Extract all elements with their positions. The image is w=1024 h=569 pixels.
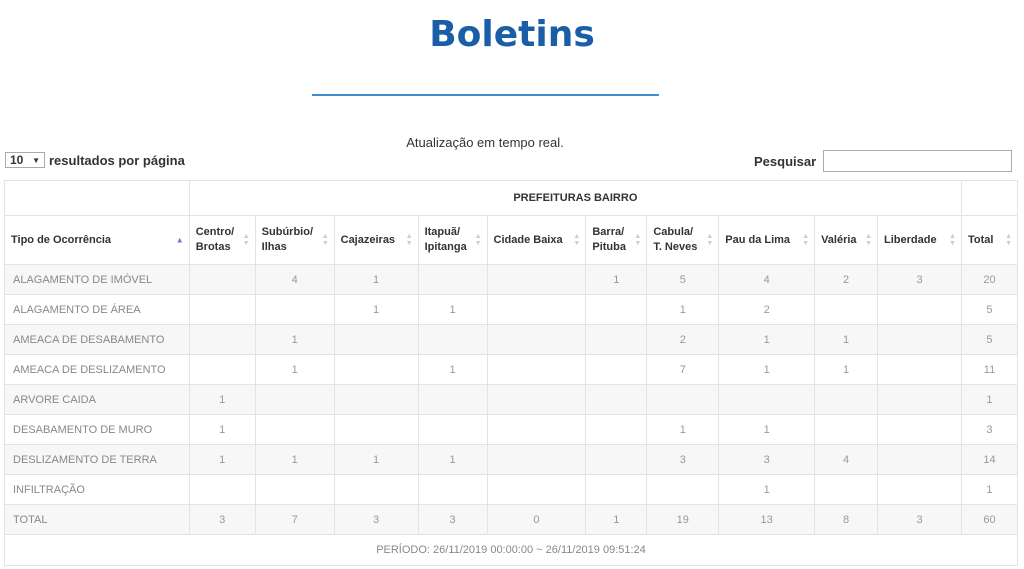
table-cell: 1 [418, 295, 487, 325]
group-header-prefeituras: PREFEITURAS BAIRRO [189, 181, 961, 216]
sort-both-icon: ▲ ▼ [405, 233, 413, 247]
table-cell: 11 [961, 355, 1017, 385]
table-cell: 1 [334, 295, 418, 325]
sort-both-icon: ▲ ▼ [634, 233, 642, 247]
chevron-down-icon: ▼ [32, 155, 40, 165]
table-cell [418, 415, 487, 445]
table-cell [487, 325, 586, 355]
table-cell [334, 385, 418, 415]
period-row [5, 535, 1018, 566]
page-length-value: 10 [10, 153, 24, 167]
row-label-cell: AMEACA DE DESLIZAMENTO [5, 355, 190, 385]
table-cell [586, 295, 647, 325]
table-cell [334, 415, 418, 445]
table-cell [255, 475, 334, 505]
table-row [5, 355, 1018, 385]
total-cell: 13 [719, 505, 815, 535]
table-cell [878, 415, 962, 445]
column-header-0[interactable] [5, 216, 190, 265]
table-cell [878, 385, 962, 415]
table-cell [878, 295, 962, 325]
column-header-7[interactable] [647, 216, 719, 265]
table-row [5, 265, 1018, 295]
table-cell [586, 415, 647, 445]
row-label-cell: AMEACA DE DESABAMENTO [5, 325, 190, 355]
table-cell: 20 [961, 265, 1017, 295]
column-header-label: Centro/ Brotas [195, 226, 235, 253]
table-cell: 1 [334, 265, 418, 295]
table-cell: 1 [418, 445, 487, 475]
total-cell: 7 [255, 505, 334, 535]
table-row [5, 475, 1018, 505]
sort-both-icon: ▲ ▼ [949, 233, 956, 247]
column-header-label: Valéria [821, 233, 857, 246]
table-cell: 1 [719, 475, 815, 505]
table-row [5, 415, 1018, 445]
total-cell: 1 [586, 505, 647, 535]
sort-both-icon: ▲ ▼ [865, 233, 873, 247]
row-label-cell: DESLIZAMENTO DE TERRA [5, 445, 190, 475]
column-header-6[interactable] [586, 216, 647, 265]
group-header-row [5, 181, 1018, 216]
table-cell [878, 355, 962, 385]
table-row [5, 385, 1018, 415]
table-cell [815, 415, 878, 445]
search-control [754, 150, 1012, 172]
sort-both-icon: ▲ ▼ [706, 233, 714, 247]
table-row [5, 325, 1018, 355]
column-header-4[interactable] [418, 216, 487, 265]
table-cell [647, 475, 719, 505]
column-header-label: Cabula/ T. Neves [653, 226, 698, 253]
total-cell: 19 [647, 505, 719, 535]
table-cell: 3 [961, 415, 1017, 445]
table-cell: 1 [815, 355, 878, 385]
table-cell [815, 475, 878, 505]
table-cell: 2 [815, 265, 878, 295]
table-cell: 4 [719, 265, 815, 295]
column-header-label: Itapuã/ Ipitanga [424, 226, 467, 253]
table-cell [719, 385, 815, 415]
column-header-label: Pau da Lima [725, 233, 791, 246]
table-cell [334, 325, 418, 355]
table-cell: 1 [961, 475, 1017, 505]
table-cell [815, 385, 878, 415]
table-cell [815, 295, 878, 325]
table-cell [418, 325, 487, 355]
table-cell: 1 [586, 265, 647, 295]
table-cell [418, 265, 487, 295]
sort-both-icon: ▲ ▼ [1005, 233, 1012, 247]
column-header-11[interactable] [961, 216, 1017, 265]
table-cell [487, 355, 586, 385]
table-cell: 4 [255, 265, 334, 295]
row-label-cell: ARVORE CAIDA [5, 385, 190, 415]
table-cell: 14 [961, 445, 1017, 475]
table-cell [189, 355, 255, 385]
sort-both-icon: ▲ ▼ [242, 233, 250, 247]
table-cell: 1 [255, 325, 334, 355]
column-header-3[interactable] [334, 216, 418, 265]
table-cell: 1 [961, 385, 1017, 415]
table-cell [334, 355, 418, 385]
group-header-blank [5, 181, 190, 216]
sort-both-icon: ▲ ▼ [802, 233, 810, 247]
table-cell: 1 [647, 295, 719, 325]
total-label-cell: TOTAL [5, 505, 190, 535]
column-header-8[interactable] [719, 216, 815, 265]
table-cell: 4 [815, 445, 878, 475]
sort-ascending-icon: ▲ [175, 235, 184, 245]
row-label-cell: DESABAMENTO DE MURO [5, 415, 190, 445]
occurrences-table [4, 180, 1018, 566]
table-body [5, 265, 1018, 535]
sort-both-icon: ▲ ▼ [573, 233, 581, 247]
column-header-label: Cajazeiras [340, 233, 396, 246]
table-cell [586, 325, 647, 355]
search-label: Pesquisar [754, 153, 817, 169]
page-length-label: resultados por página [49, 152, 185, 168]
table-cell [255, 415, 334, 445]
table-cell [487, 415, 586, 445]
table-cell [487, 295, 586, 325]
table-cell: 5 [647, 265, 719, 295]
column-header-label: Total [967, 233, 994, 246]
table-cell: 1 [719, 355, 815, 385]
row-label-cell: INFILTRAÇÃO [5, 475, 190, 505]
table-cell [878, 325, 962, 355]
table-cell: 1 [815, 325, 878, 355]
table-cell: 1 [719, 415, 815, 445]
column-header-9[interactable] [815, 216, 878, 265]
table-cell: 2 [719, 295, 815, 325]
total-cell: 0 [487, 505, 586, 535]
period-text: PERÍODO: 26/11/2019 00:00:00 ~ 26/11/2019 09:51:24 [5, 535, 1018, 566]
table-cell: 1 [334, 445, 418, 475]
table-cell: 7 [647, 355, 719, 385]
total-cell: 8 [815, 505, 878, 535]
total-cell: 3 [334, 505, 418, 535]
table-cell: 1 [189, 385, 255, 415]
page-length-control [5, 152, 185, 168]
table-cell [586, 385, 647, 415]
table-cell [586, 445, 647, 475]
realtime-subtitle: Atualização em tempo real. [406, 135, 564, 150]
table-cell: 1 [255, 355, 334, 385]
row-label-cell: ALAGAMENTO DE ÁREA [5, 295, 190, 325]
table-cell: 3 [719, 445, 815, 475]
column-header-label: Cidade Baixa [493, 233, 563, 246]
table-cell [189, 265, 255, 295]
table-cell [487, 475, 586, 505]
table-cell [647, 385, 719, 415]
table-cell: 3 [647, 445, 719, 475]
table-row [5, 295, 1018, 325]
table-cell [189, 325, 255, 355]
column-header-label: Liberdade [884, 233, 937, 246]
table-cell [189, 475, 255, 505]
table-row [5, 445, 1018, 475]
table-cell: 5 [961, 295, 1017, 325]
table-cell [487, 445, 586, 475]
column-header-5[interactable] [487, 216, 586, 265]
table-cell [255, 385, 334, 415]
table-cell [418, 385, 487, 415]
table-cell [586, 475, 647, 505]
table-cell [334, 475, 418, 505]
column-header-label: Subúrbio/ Ilhas [261, 226, 313, 253]
table-cell: 1 [189, 415, 255, 445]
table-cell [255, 295, 334, 325]
total-cell: 3 [418, 505, 487, 535]
page-title: Boletins [429, 14, 595, 55]
table-cell [586, 355, 647, 385]
sort-both-icon: ▲ ▼ [321, 233, 329, 247]
column-header-10[interactable] [878, 216, 962, 265]
total-row [5, 505, 1018, 535]
column-header-1[interactable] [189, 216, 255, 265]
table-cell: 1 [189, 445, 255, 475]
title-divider [312, 94, 659, 96]
table-cell: 5 [961, 325, 1017, 355]
total-cell: 3 [189, 505, 255, 535]
table-cell: 1 [647, 415, 719, 445]
table-cell [878, 475, 962, 505]
table-cell: 1 [255, 445, 334, 475]
sort-both-icon: ▲ ▼ [474, 233, 482, 247]
search-input[interactable] [823, 150, 1012, 172]
column-header-row [5, 216, 1018, 265]
row-label-cell: ALAGAMENTO DE IMÓVEL [5, 265, 190, 295]
table-cell [418, 475, 487, 505]
page-length-select[interactable] [5, 152, 45, 168]
total-cell: 60 [961, 505, 1017, 535]
table-cell [878, 445, 962, 475]
table-cell: 1 [719, 325, 815, 355]
table-cell: 2 [647, 325, 719, 355]
table-cell [487, 265, 586, 295]
column-header-label: Tipo de Ocorrência [11, 233, 112, 246]
table-cell: 3 [878, 265, 962, 295]
column-header-2[interactable] [255, 216, 334, 265]
table-cell [189, 295, 255, 325]
total-cell: 3 [878, 505, 962, 535]
column-header-label: Barra/ Pituba [592, 226, 626, 253]
group-header-blank-total [961, 181, 1017, 216]
table-cell [487, 385, 586, 415]
table-cell: 1 [418, 355, 487, 385]
